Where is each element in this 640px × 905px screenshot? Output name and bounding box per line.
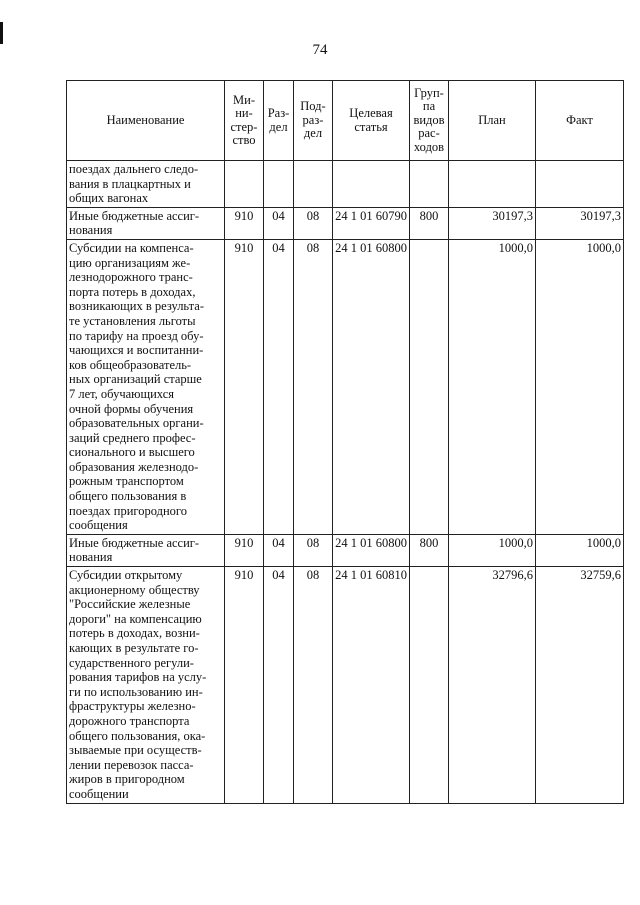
row-expense-group: 800 [410,534,449,566]
header-ministry: Ми- ни- стер- ство [225,81,264,161]
page-number: 74 [312,42,328,58]
header-name: Наименование [67,81,225,161]
table-row [67,161,624,208]
row-section: 04 [264,567,294,804]
table-header-row [67,81,624,161]
row-section: 04 [264,534,294,566]
row-expense-group [410,239,449,534]
header-subsection: Под- раз- дел [294,81,333,161]
scan-edge-mark [0,22,3,44]
row-name: поездах дальнего следо- вания в плацкартных и общих вагонах [67,161,225,208]
row-target-article: 24 1 01 60790 [333,207,410,239]
row-plan [449,161,536,208]
row-name: Субсидии на компенса- цию организациям же- лезнодорожного транс- порта потерь в доходах, возникающих в результа- те установления льготы по тарифу на проезд обу- чающихся и воспитанни- ков общеобразователь- ных организаций старше 7 лет, обучающихся очной формы обучения образовательных органи- заций среднего профес- сионального и высшего образования железнодо- рожным транспортом общего пользования в поездах пригородного сообщения [67,239,225,534]
row-expense-group [410,161,449,208]
row-subsection: 08 [294,534,333,566]
row-subsection [294,161,333,208]
row-fact: 30197,3 [536,207,624,239]
table-row [67,239,624,534]
row-target-article: 24 1 01 60800 [333,534,410,566]
row-ministry: 910 [225,239,264,534]
row-target-article: 24 1 01 60810 [333,567,410,804]
header-fact: Факт [536,81,624,161]
row-subsection: 08 [294,239,333,534]
row-fact: 32759,6 [536,567,624,804]
table-row [67,207,624,239]
row-plan: 1000,0 [449,534,536,566]
row-ministry [225,161,264,208]
row-ministry: 910 [225,207,264,239]
row-fact [536,161,624,208]
row-target-article: 24 1 01 60800 [333,239,410,534]
row-ministry: 910 [225,567,264,804]
row-fact: 1000,0 [536,239,624,534]
row-name: Субсидии открытому акционерному обществу "Российские железные дороги" на компенсацию потерь в доходах, возни- кающих в результате го- сударственного регули- рования тарифов на услу- ги по использованию ин- фраструктуры железно- дорожного транспорта общего пользования, ока- зываемые при осуществ- лении перевозок пасса- жиров в пригородном сообщении [67,567,225,804]
table-row [67,567,624,804]
row-name: Иные бюджетные ассиг- нования [67,534,225,566]
header-section: Раз- дел [264,81,294,161]
row-section [264,161,294,208]
header-target-article: Целевая статья [333,81,410,161]
header-expense-group: Груп- па видов рас- ходов [410,81,449,161]
row-ministry: 910 [225,534,264,566]
row-expense-group [410,567,449,804]
row-target-article [333,161,410,208]
header-plan: План [449,81,536,161]
table-row [67,534,624,566]
row-section: 04 [264,207,294,239]
row-plan: 1000,0 [449,239,536,534]
row-plan: 30197,3 [449,207,536,239]
budget-table [66,80,624,804]
row-section: 04 [264,239,294,534]
row-subsection: 08 [294,207,333,239]
row-plan: 32796,6 [449,567,536,804]
row-fact: 1000,0 [536,534,624,566]
row-subsection: 08 [294,567,333,804]
row-expense-group: 800 [410,207,449,239]
row-name: Иные бюджетные ассиг- нования [67,207,225,239]
